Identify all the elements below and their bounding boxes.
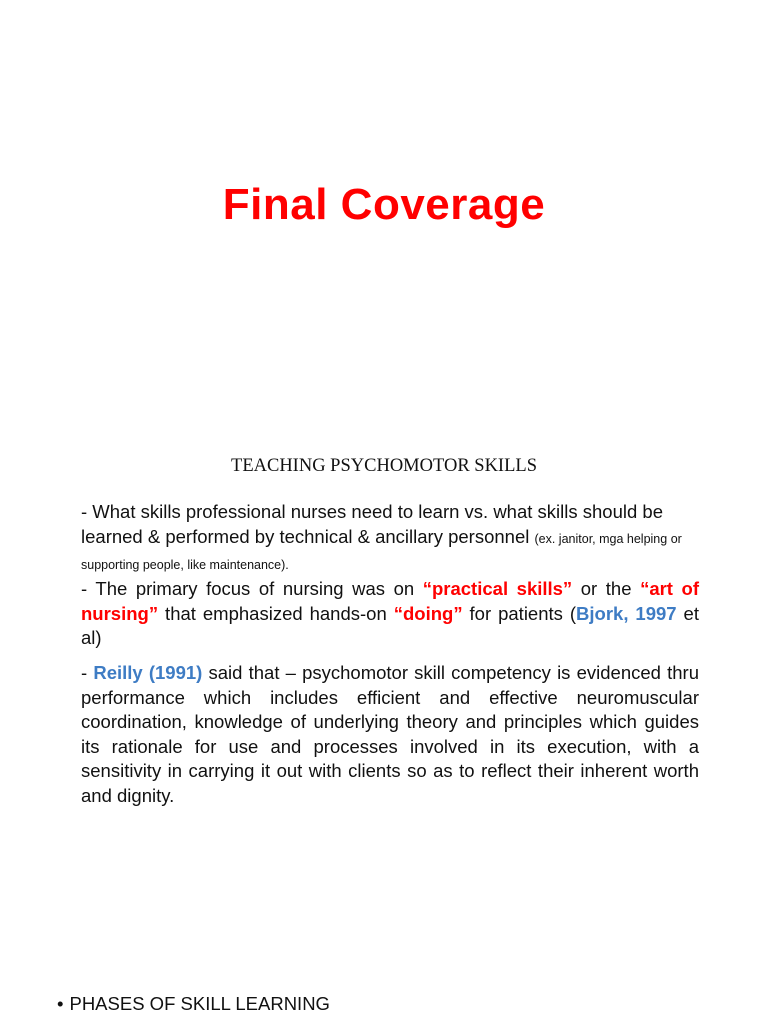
- paragraph-text: for patients (: [462, 602, 577, 624]
- section-heading: TEACHING PSYCHOMOTOR SKILLS: [231, 456, 537, 476]
- paragraph-primary-focus: [81, 577, 699, 651]
- citation-bjork: Bjork, 1997: [576, 602, 677, 624]
- paragraph-reilly: [81, 661, 699, 808]
- page-title: Final Coverage: [222, 180, 546, 229]
- citation-reilly: Reilly (1991): [93, 662, 203, 683]
- bullet-text: PHASES OF SKILL LEARNING: [69, 993, 330, 1014]
- emphasis-practical-skills: “practical skills”: [422, 578, 573, 599]
- paragraph-text: or the: [572, 578, 641, 599]
- emphasis-doing: “doing”: [393, 602, 463, 624]
- paragraph-text: that emphasized hands-on: [158, 602, 394, 624]
- paragraph-text: -: [81, 662, 94, 683]
- emphasis-art-of-nursing: “art of nursing”: [81, 578, 699, 624]
- paragraph-text: said that – psychomotor skill competency is evidenced thru performance which includes efficient and effective neuromuscular coordination, knowledge of underlying theory and principles which guides its rationale for use and processes involved in its execution, with a sensitivity in carrying it out with clients so as to reflect their inherent worth and dignity.: [81, 662, 699, 806]
- paragraph-text: - The primary focus of nursing was on: [81, 578, 423, 599]
- paragraph-text: et al): [81, 602, 699, 648]
- paragraph-text: - What skills professional nurses need to learn vs. what skills should be learned & performed by technical & ancillary personnel: [81, 501, 663, 547]
- bullet-item: [57, 993, 330, 1015]
- paragraph-note: (ex. janitor, mga helping or supporting people, like maintenance).: [81, 531, 682, 572]
- bullet-icon: •: [57, 993, 64, 1014]
- paragraph-skills-scope: [81, 500, 699, 578]
